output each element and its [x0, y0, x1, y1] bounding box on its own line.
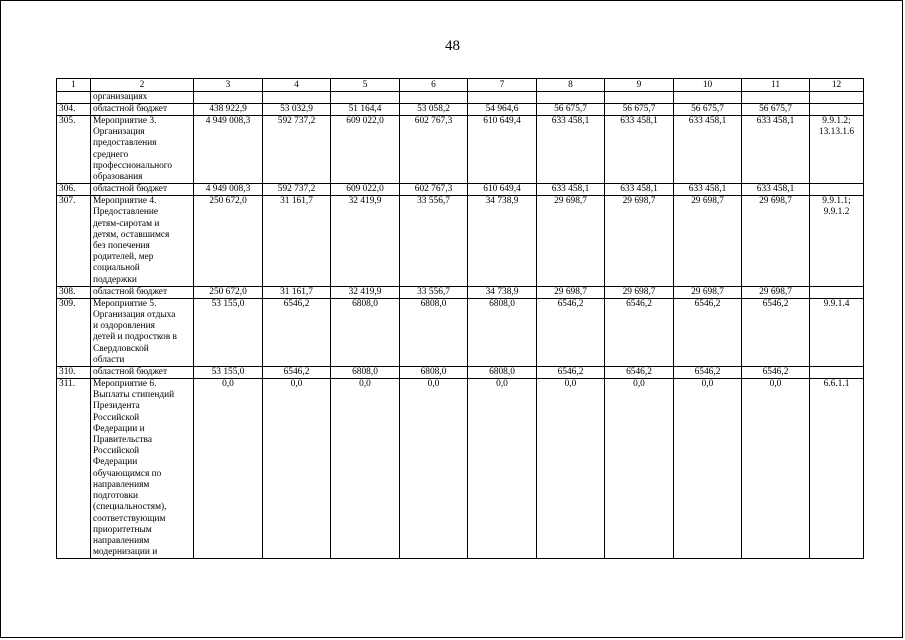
target-ref-line: 13.13.1.6: [818, 127, 855, 138]
value-cell: 609 022,0: [331, 116, 400, 184]
table-row: [57, 379, 864, 559]
value-cell: 592 737,2: [263, 184, 331, 196]
value-cell: 6808,0: [468, 298, 537, 366]
value-cell: 6546,2: [742, 298, 810, 366]
value-cell: 602 767,3: [400, 116, 468, 184]
value-cell: 633 458,1: [537, 116, 605, 184]
target-ref-line: 6.6.1.1: [823, 379, 850, 390]
activity-name-line: среднего: [93, 149, 129, 160]
value-cell: [400, 92, 468, 104]
row-number-cell: 305.: [57, 116, 91, 184]
table-row: [57, 104, 864, 116]
row-number-cell: 307.: [57, 196, 91, 287]
value-cell: 0,0: [537, 379, 605, 559]
value-cell: 54 964,6: [468, 104, 537, 116]
activity-name-line: детей и подростков в: [93, 332, 177, 343]
activity-name-line: подготовки: [93, 491, 139, 502]
activity-name-line: Федерации и: [93, 423, 145, 434]
target-ref-line: 9.9.1.2: [823, 207, 850, 218]
row-number-cell: 311.: [57, 379, 91, 559]
value-cell: 6546,2: [674, 367, 742, 379]
activity-name-line: детям-сиротам и: [93, 218, 160, 229]
value-cell: 53 032,9: [263, 104, 331, 116]
value-cell: 6808,0: [331, 367, 400, 379]
activity-name-cell: [91, 286, 194, 298]
value-cell: 0,0: [400, 379, 468, 559]
table-row: [57, 196, 864, 287]
target-ref-cell: [810, 116, 864, 184]
value-cell: 0,0: [194, 379, 263, 559]
value-cell: 56 675,7: [674, 104, 742, 116]
header-cell: 12: [810, 79, 864, 92]
value-cell: 250 672,0: [194, 286, 263, 298]
value-cell: [742, 92, 810, 104]
activity-name-cell: [91, 116, 194, 184]
activity-name-line: модернизации и: [93, 547, 158, 558]
value-cell: 56 675,7: [605, 104, 674, 116]
target-ref-cell: [810, 92, 864, 104]
value-cell: 31 161,7: [263, 286, 331, 298]
value-cell: 438 922,9: [194, 104, 263, 116]
header-cell: 6: [400, 79, 468, 92]
activity-name-line: поддержки: [93, 274, 137, 285]
value-cell: 6546,2: [263, 298, 331, 366]
value-cell: 609 022,0: [331, 184, 400, 196]
value-cell: 0,0: [605, 379, 674, 559]
activity-name-line: Президента: [93, 401, 140, 412]
activity-name-line: предоставления: [93, 138, 157, 149]
activity-name-line: областной бюджет: [93, 286, 168, 297]
target-ref-cell: [810, 379, 864, 559]
value-cell: [263, 92, 331, 104]
value-cell: 633 458,1: [605, 184, 674, 196]
activity-name-cell: [91, 367, 194, 379]
value-cell: 6546,2: [537, 298, 605, 366]
activity-name-line: Мероприятие 3.: [93, 116, 157, 126]
header-cell: 4: [263, 79, 331, 92]
value-cell: 6808,0: [400, 298, 468, 366]
activity-name-line: Свердловской: [93, 343, 149, 354]
row-number-cell: 304.: [57, 104, 91, 116]
header-cell: 11: [742, 79, 810, 92]
activity-name-line: направлениям: [93, 535, 150, 546]
value-cell: 0,0: [742, 379, 810, 559]
value-cell: 53 058,2: [400, 104, 468, 116]
target-ref-cell: [810, 196, 864, 287]
activity-name-line: социальной: [93, 263, 140, 274]
activity-name-line: (специальностям),: [93, 502, 167, 513]
table-row: [57, 116, 864, 184]
value-cell: 29 698,7: [537, 286, 605, 298]
header-cell: 1: [57, 79, 91, 92]
activity-name-line: Федерации: [93, 457, 138, 468]
value-cell: 633 458,1: [537, 184, 605, 196]
value-cell: 633 458,1: [742, 116, 810, 184]
value-cell: 33 556,7: [400, 196, 468, 287]
value-cell: 633 458,1: [674, 116, 742, 184]
activity-name-line: областной бюджет: [93, 184, 168, 195]
value-cell: [605, 92, 674, 104]
value-cell: 4 949 008,3: [194, 116, 263, 184]
header-cell: 7: [468, 79, 537, 92]
value-cell: 610 649,4: [468, 116, 537, 184]
activity-name-line: областной бюджет: [93, 367, 168, 378]
value-cell: 0,0: [331, 379, 400, 559]
header-cell: 3: [194, 79, 263, 92]
header-cell: 8: [537, 79, 605, 92]
activity-name-line: Выплаты стипендий: [93, 390, 175, 401]
value-cell: 53 155,0: [194, 367, 263, 379]
activity-name-cell: [91, 379, 194, 559]
value-cell: 32 419,9: [331, 196, 400, 287]
header-row: [57, 79, 864, 92]
activity-name-line: Организация: [93, 127, 145, 138]
value-cell: 29 698,7: [537, 196, 605, 287]
activity-name-line: направлениям: [93, 479, 150, 490]
header-cell: 2: [91, 79, 194, 92]
activity-name-line: соответствующим: [93, 513, 166, 524]
value-cell: 6546,2: [742, 367, 810, 379]
value-cell: 4 949 008,3: [194, 184, 263, 196]
target-ref-cell: [810, 286, 864, 298]
header-cell: 5: [331, 79, 400, 92]
activity-name-line: Российской: [93, 446, 140, 457]
activity-name-line: без попечения: [93, 241, 150, 252]
value-cell: 53 155,0: [194, 298, 263, 366]
value-cell: 51 164,4: [331, 104, 400, 116]
header-cell: 10: [674, 79, 742, 92]
activity-name-line: детям, оставшимся: [93, 229, 170, 240]
activity-name-line: профессионального: [93, 160, 173, 171]
activity-name-line: обучающимся по: [93, 468, 162, 479]
row-number-cell: 309.: [57, 298, 91, 366]
budget-table: [56, 78, 864, 559]
activity-name-cell: [91, 92, 194, 104]
activity-name-line: Российской: [93, 412, 140, 423]
table-row: [57, 92, 864, 104]
value-cell: [674, 92, 742, 104]
activity-name-line: Мероприятие 4.: [93, 196, 157, 207]
activity-name-line: Предоставление: [93, 207, 159, 218]
value-cell: 6546,2: [605, 367, 674, 379]
value-cell: 29 698,7: [674, 196, 742, 287]
value-cell: 56 675,7: [742, 104, 810, 116]
value-cell: 633 458,1: [605, 116, 674, 184]
value-cell: 0,0: [674, 379, 742, 559]
activity-name-cell: [91, 298, 194, 366]
value-cell: 633 458,1: [674, 184, 742, 196]
table-row: [57, 298, 864, 366]
activity-name-line: области: [93, 354, 125, 365]
value-cell: 29 698,7: [605, 196, 674, 287]
value-cell: 6808,0: [400, 367, 468, 379]
target-ref-line: 9.9.1.4: [823, 298, 850, 309]
activity-name-line: приоритетным: [93, 524, 152, 535]
value-cell: [468, 92, 537, 104]
row-number-cell: 310.: [57, 367, 91, 379]
row-number-cell: [57, 92, 91, 104]
target-ref-line: 9.9.1.2;: [822, 116, 851, 126]
header-cell: 9: [605, 79, 674, 92]
value-cell: 6546,2: [263, 367, 331, 379]
target-ref-cell: [810, 367, 864, 379]
table-row: [57, 184, 864, 196]
value-cell: 602 767,3: [400, 184, 468, 196]
value-cell: 6546,2: [537, 367, 605, 379]
value-cell: 0,0: [468, 379, 537, 559]
activity-name-line: Мероприятие 5.: [93, 298, 157, 309]
target-ref-line: 9.9.1.1;: [822, 196, 851, 207]
value-cell: 6546,2: [605, 298, 674, 366]
activity-name-line: Организация отдыха: [93, 310, 176, 321]
page-number: 48: [445, 38, 460, 54]
target-ref-cell: [810, 104, 864, 116]
value-cell: 0,0: [263, 379, 331, 559]
activity-name-line: Правительства: [93, 435, 152, 446]
row-number-cell: 308.: [57, 286, 91, 298]
activity-name-line: образования: [93, 172, 143, 183]
value-cell: 56 675,7: [537, 104, 605, 116]
target-ref-cell: [810, 184, 864, 196]
activity-name-cell: [91, 104, 194, 116]
target-ref-cell: [810, 298, 864, 366]
activity-name-cell: [91, 196, 194, 287]
activity-name-line: родителей, мер: [93, 252, 154, 263]
value-cell: 34 738,9: [468, 286, 537, 298]
activity-name-line: организациях: [93, 92, 148, 102]
value-cell: 250 672,0: [194, 196, 263, 287]
activity-name-line: и оздоровления: [93, 321, 155, 332]
activity-name-line: Мероприятие 6.: [93, 379, 157, 390]
value-cell: 34 738,9: [468, 196, 537, 287]
value-cell: 610 649,4: [468, 184, 537, 196]
row-number-cell: 306.: [57, 184, 91, 196]
table-row: [57, 367, 864, 379]
value-cell: 592 737,2: [263, 116, 331, 184]
value-cell: 6808,0: [468, 367, 537, 379]
activity-name-line: областной бюджет: [93, 104, 168, 114]
value-cell: 29 698,7: [674, 286, 742, 298]
value-cell: 32 419,9: [331, 286, 400, 298]
value-cell: [194, 92, 263, 104]
table-row: [57, 286, 864, 298]
value-cell: 33 556,7: [400, 286, 468, 298]
value-cell: 29 698,7: [742, 196, 810, 287]
value-cell: 633 458,1: [742, 184, 810, 196]
value-cell: 6808,0: [331, 298, 400, 366]
activity-name-cell: [91, 184, 194, 196]
value-cell: 31 161,7: [263, 196, 331, 287]
value-cell: [331, 92, 400, 104]
value-cell: 29 698,7: [605, 286, 674, 298]
value-cell: [537, 92, 605, 104]
value-cell: 29 698,7: [742, 286, 810, 298]
value-cell: 6546,2: [674, 298, 742, 366]
